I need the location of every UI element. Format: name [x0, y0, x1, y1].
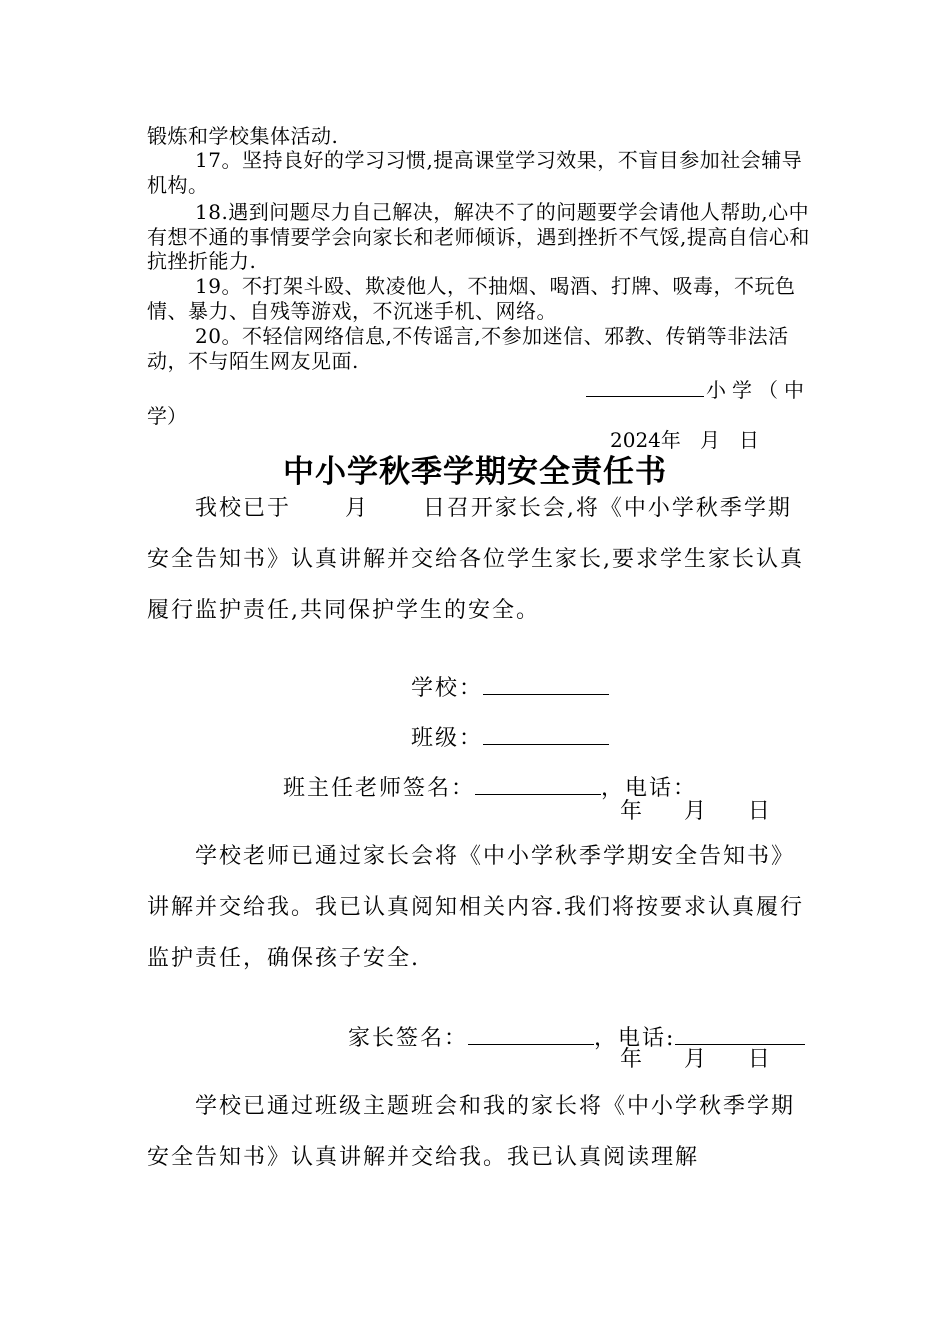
paragraph-notice: 我校已于 月 日召开家长会,将《中小学秋季学期安全告知书》认真讲解并交给各位学生家长,要求学生家长认真履行监护责任,共同保护学生的安全。: [147, 496, 804, 623]
school-name-blank: [586, 378, 704, 397]
date-line-1: 年 月 日: [620, 799, 770, 824]
class-blank: [483, 724, 609, 745]
class-label: 班级：: [410, 726, 483, 751]
paragraph-parent: 学校老师已通过家长会将《中小学秋季学期安全告知书》讲解并交给我。我已认真阅知相关内容.我们将按要求认真履行监护责任，确保孩子安全.: [147, 844, 804, 971]
item-17: 17。坚持良好的学习习惯,提高课堂学习效果，不盲目参加社会辅导机构。: [147, 148, 803, 197]
item-18: 18.遇到问题尽力自己解决，解决不了的问题要学会请他人帮助,心中有想不通的事情要学会向家长和老师倾诉，遇到挫折不气馁,提高自信心和抗挫折能力.: [147, 200, 810, 273]
parent-label: 家长签名：: [347, 1026, 468, 1051]
school-blank: [483, 674, 609, 695]
parent-blank: [468, 1024, 594, 1045]
signature-date: 2024年 月 日: [610, 428, 760, 452]
teacher-blank: [475, 774, 601, 795]
text-line-0: 锻炼和学校集体活动.: [147, 124, 339, 148]
date-line-2: 年 月 日: [620, 1047, 770, 1072]
page-title: 中小学秋季学期安全责任书: [283, 454, 667, 490]
parent-phone-label: ，电话:: [594, 1026, 676, 1051]
school-suffix-wrap: 学）: [147, 404, 187, 428]
school-label: 学校：: [410, 676, 483, 701]
teacher-label: 班主任老师签名：: [282, 776, 475, 801]
item-19: 19。不打架斗殴、欺凌他人，不抽烟、喝酒、打牌、吸毒，不玩色情、暴力、自残等游戏，不沉迷手机、网络。: [147, 274, 796, 323]
paragraph-student: 学校已通过班级主题班会和我的家长将《中小学秋季学期安全告知书》认真讲解并交给我。我已认真阅读理解: [147, 1094, 796, 1170]
teacher-phone-label: ，电话：: [601, 776, 698, 801]
school-signature-line: [586, 374, 810, 403]
item-20: 20。不轻信网络信息,不传谣言,不参加迷信、邪教、传销等非法活动，不与陌生网友见面.: [147, 324, 789, 373]
school-suffix: 小学（中: [706, 378, 810, 402]
